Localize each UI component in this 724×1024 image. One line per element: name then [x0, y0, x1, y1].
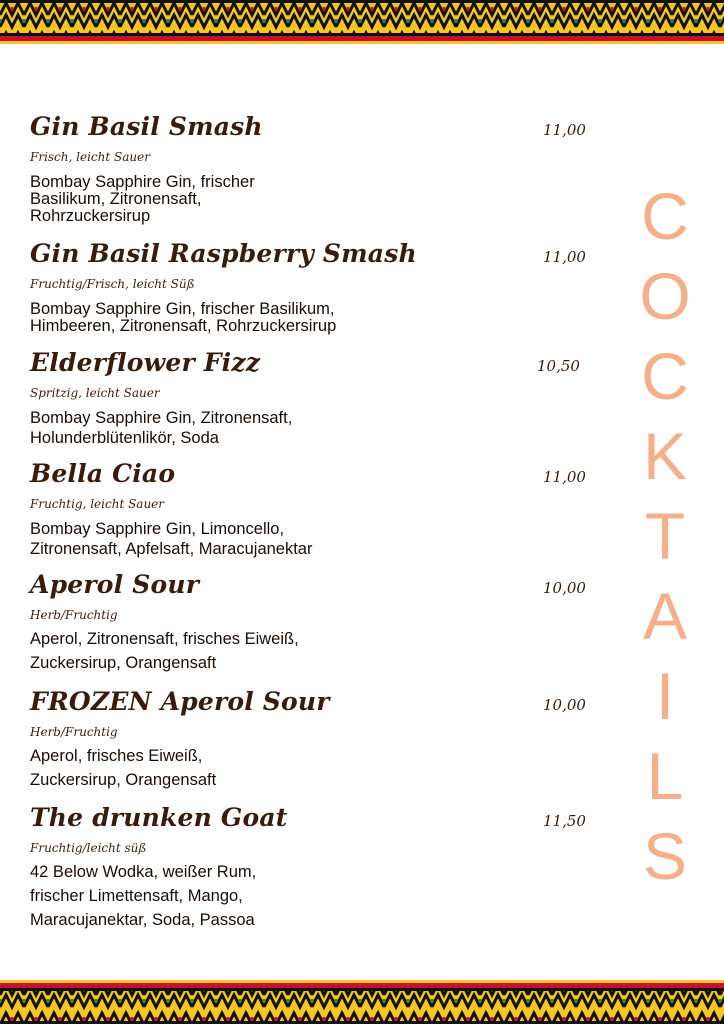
item-price: 10,00 — [543, 696, 586, 714]
title-letter: T — [644, 499, 686, 573]
item-note: Spritzig, leicht Sauer — [30, 386, 160, 400]
item-name: FROZEN Aperol Sour — [30, 687, 330, 716]
item-description: Bombay Sapphire Gin, Limoncello, Zitronensaft, Apfelsaft, Maracujanektar — [30, 520, 313, 558]
item-name: Elderflower Fizz — [30, 348, 261, 377]
title-letter: S — [642, 819, 688, 893]
item-name: Bella Ciao — [30, 459, 176, 488]
title-letter: I — [655, 659, 675, 733]
item-price: 11,50 — [543, 812, 586, 830]
item-note: Herb/Fruchtig — [30, 725, 118, 739]
item-description: Aperol, frisches Eiweiß, Zuckersirup, Orangensaft — [30, 747, 217, 789]
item-note: Fruchtig/Frisch, leicht Süß — [30, 277, 195, 291]
item-price: 10,00 — [543, 579, 586, 597]
title-letter: K — [642, 419, 688, 493]
item-description: Bombay Sapphire Gin, frischer Basilikum, Himbeeren, Zitronensaft, Rohrzuckersirup — [30, 300, 337, 335]
title-letter: A — [642, 579, 688, 653]
title-letter: C — [641, 179, 689, 253]
item-description: Aperol, Zitronensaft, frisches Eiweiß, Zuckersirup, Orangensaft — [30, 630, 299, 672]
title-letter: C — [641, 339, 689, 413]
cocktails-vertical-title — [630, 176, 700, 896]
item-price: 10,50 — [537, 357, 580, 375]
title-letter: L — [646, 739, 684, 813]
item-name: Gin Basil Raspberry Smash — [30, 239, 417, 268]
item-price: 11,00 — [543, 248, 586, 266]
item-description: 42 Below Wodka, weißer Rum, frischer Limettensaft, Mango, Maracujanektar, Soda, Passoa — [30, 863, 257, 929]
item-description: Bombay Sapphire Gin, Zitronensaft, Holunderblütenlikör, Soda — [30, 409, 293, 447]
item-note: Frisch, leicht Sauer — [30, 150, 150, 164]
item-price: 11,00 — [543, 468, 586, 486]
item-note: Fruchtig, leicht Sauer — [30, 497, 165, 511]
item-description: Bombay Sapphire Gin, frischer Basilikum, Zitronensaft, Rohrzuckersirup — [30, 173, 255, 225]
item-note: Herb/Fruchtig — [30, 608, 118, 622]
item-price: 11,00 — [543, 121, 586, 139]
item-name: Gin Basil Smash — [30, 112, 263, 141]
item-name: The drunken Goat — [30, 803, 288, 832]
decorative-border-top — [0, 0, 724, 44]
item-note: Fruchtig/leicht süß — [30, 841, 147, 855]
decorative-border-bottom — [0, 980, 724, 1024]
item-name: Aperol Sour — [30, 570, 200, 599]
title-letter: O — [639, 259, 691, 333]
